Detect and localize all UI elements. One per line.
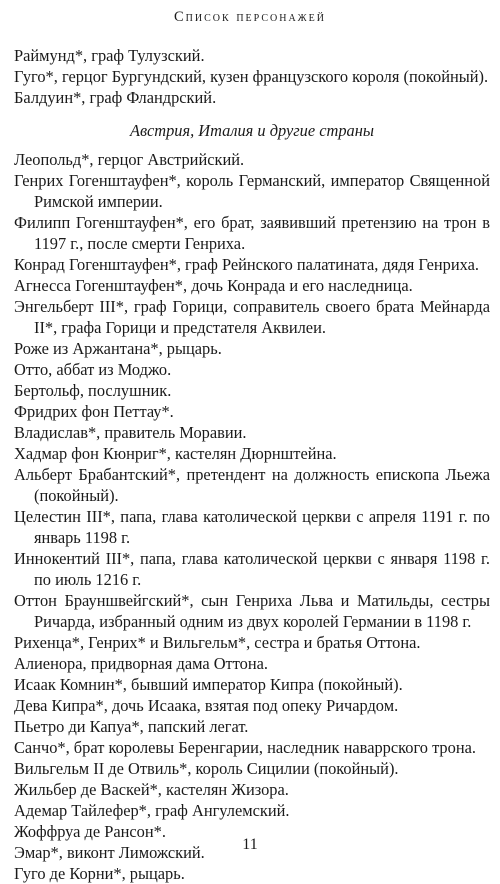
page-content	[14, 45, 490, 884]
character-entry: Пьетро ди Капуа*, папский легат.	[14, 717, 249, 736]
running-head: Список персонажей	[174, 9, 326, 25]
character-entry: Санчо*, брат королевы Беренгарии, наследник наваррского трона.	[14, 738, 476, 757]
character-entry: Алиенора, придворная дама Оттона.	[14, 654, 269, 673]
character-entry: Эмар*, виконт Лиможский.	[14, 843, 205, 862]
character-entry: Владислав*, правитель Моравии.	[14, 423, 247, 442]
character-entry: Жильбер де Васкей*, кастелян Жизора.	[14, 780, 289, 799]
page-number: 11	[242, 836, 258, 853]
character-entry: Конрад Гогенштауфен*, граф Рейнского палатината, дядя Генриха.	[14, 255, 479, 274]
character-entry: Адемар Тайлефер*, граф Ангулемский.	[14, 801, 290, 820]
section-heading: Австрия, Италия и другие страны	[130, 121, 374, 140]
character-entry: Иннокентий III*, папа, глава католической церкви с января 1198 г. по июль 1216 г.	[14, 549, 490, 589]
character-entry: Целестин III*, папа, глава католической церкви с апреля 1191 г. по январь 1198 г.	[14, 507, 490, 547]
character-entry: Рихенца*, Генрих* и Вильгельм*, сестра и братья Оттона.	[14, 633, 421, 652]
character-entry: Филипп Гогенштауфен*, его брат, заявивший претензию на трон в 1197 г., после смерти Генриха.	[14, 213, 490, 253]
character-entry: Агнесса Гогенштауфен*, дочь Конрада и его наследница.	[14, 276, 413, 295]
top-entries-list	[14, 45, 490, 108]
character-entry: Гуго де Корни*, рыцарь.	[14, 864, 185, 883]
character-entry: Оттон Брауншвейгский*, сын Генриха Льва и Матильды, сестры Ричарда, избранный одним из двух королей Германии в 1198 г.	[14, 591, 490, 631]
section-entries-list	[14, 149, 490, 884]
character-entry: Фридрих фон Петтау*.	[14, 402, 174, 421]
character-entry: Исаак Комнин*, бывший император Кипра (покойный).	[14, 675, 403, 694]
character-entry: Генрих Гогенштауфен*, король Германский, император Священной Римской империи.	[14, 171, 490, 211]
character-entry: Раймунд*, граф Тулузский.	[14, 46, 205, 65]
character-entry: Хадмар фон Кюнриг*, кастелян Дюрнштейна.	[14, 444, 337, 463]
character-entry: Бертольф, послушник.	[14, 381, 172, 400]
character-entry: Энгельберт III*, граф Горици, соправитель своего брата Мейнарда II*, графа Горици и предстателя Аквилеи.	[14, 297, 490, 337]
character-entry: Балдуин*, граф Фландрский.	[14, 88, 217, 107]
character-entry: Отто, аббат из Моджо.	[14, 360, 172, 379]
character-entry: Роже из Аржантана*, рыцарь.	[14, 339, 222, 358]
character-entry: Леопольд*, герцог Австрийский.	[14, 150, 245, 169]
character-entry: Жоффруа де Рансон*.	[14, 822, 166, 841]
character-entry: Альберт Брабантский*, претендент на должность епископа Льежа (покойный).	[14, 465, 490, 505]
character-entry: Гуго*, герцог Бургундский, кузен французского короля (покойный).	[14, 67, 489, 86]
character-entry: Вильгельм II де Отвиль*, король Сицилии (покойный).	[14, 759, 399, 778]
character-entry: Дева Кипра*, дочь Исаака, взятая под опеку Ричардом.	[14, 696, 399, 715]
